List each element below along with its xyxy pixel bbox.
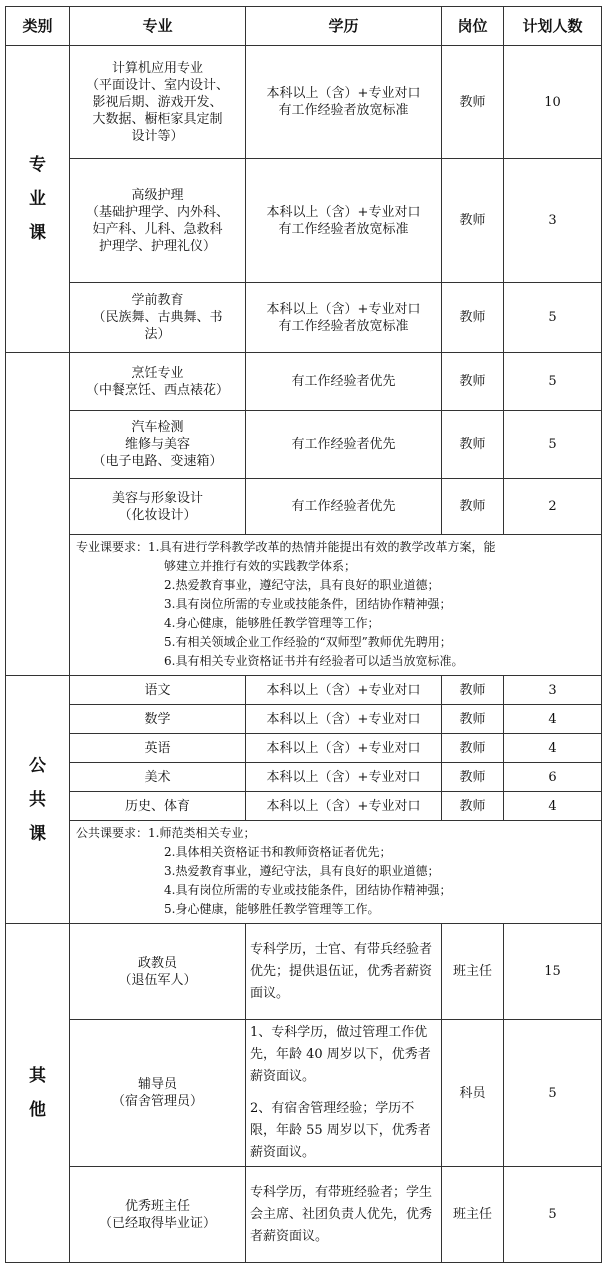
header-education: 学历 — [246, 7, 442, 46]
table-row — [6, 46, 602, 159]
count-cell: 5 — [504, 1167, 602, 1263]
table-row — [6, 734, 602, 763]
count-cell: 4 — [504, 705, 602, 734]
count-cell: 5 — [504, 1020, 602, 1167]
education-cell: 本科以上（含）+专业对口 — [246, 705, 442, 734]
post-cell: 教师 — [442, 46, 504, 159]
post-cell: 教师 — [442, 676, 504, 705]
major-cell: 烹饪专业 （中餐烹饪、西点裱花） — [70, 353, 246, 411]
professional-requirements: 专业课要求：1.具有进行学科教学改革的热情并能提出有效的教学改革方案，能 够建立并推行有效的实践教学体系； 2.热爱教育事业，遵纪守法，具有良好的职业道德； 3.具有岗位所需的专业或技能条件，团结协作精神强； 4.身心健康，能够胜任教学管理等工作； 5.有相关领域企业工作经验的“双师型”教师优先聘用； 6.具有相关专业资格证书并有经验者可以适当放宽标准。 — [70, 535, 602, 676]
table-row — [6, 792, 602, 821]
education-cell: 1、专科学历，做过管理工作优先，年龄 40 周岁以下，优秀者薪资面议。 2、有宿舍管理经验；学历不限，年龄 55 周岁以下，优秀者薪资面议。 — [246, 1020, 442, 1167]
major-cell: 美容与形象设计 （化妆设计） — [70, 479, 246, 535]
count-cell: 4 — [504, 792, 602, 821]
table-row — [6, 924, 602, 1020]
count-cell: 4 — [504, 734, 602, 763]
table-row — [6, 705, 602, 734]
table-row — [6, 1020, 602, 1167]
education-cell: 本科以上（含）+专业对口 — [246, 792, 442, 821]
count-cell: 3 — [504, 676, 602, 705]
header-count: 计划人数 — [504, 7, 602, 46]
post-cell: 教师 — [442, 734, 504, 763]
post-cell: 教师 — [442, 159, 504, 283]
post-cell: 教师 — [442, 763, 504, 792]
post-cell: 教师 — [442, 283, 504, 353]
count-cell: 3 — [504, 159, 602, 283]
table-row — [6, 411, 602, 479]
education-cell: 有工作经验者优先 — [246, 353, 442, 411]
post-cell: 教师 — [442, 411, 504, 479]
header-category: 类别 — [6, 7, 70, 46]
major-cell: 高级护理 （基础护理学、内外科、 妇产科、儿科、急救科 护理学、护理礼仪） — [70, 159, 246, 283]
category-professional: 专 业 课 — [6, 46, 70, 353]
education-cell: 专科学历，士官、有带兵经验者优先；提供退伍证，优秀者薪资面议。 — [246, 924, 442, 1020]
count-cell: 5 — [504, 411, 602, 479]
education-cell: 有工作经验者优先 — [246, 411, 442, 479]
major-cell: 优秀班主任 （已经取得毕业证） — [70, 1167, 246, 1263]
recruitment-table — [5, 6, 602, 1263]
table-row — [6, 1167, 602, 1263]
major-cell: 数学 — [70, 705, 246, 734]
post-cell: 教师 — [442, 705, 504, 734]
major-cell: 美术 — [70, 763, 246, 792]
count-cell: 6 — [504, 763, 602, 792]
category-professional-continued — [6, 353, 70, 676]
major-cell: 语文 — [70, 676, 246, 705]
table-row — [6, 283, 602, 353]
requirements-row — [6, 821, 602, 924]
table-row — [6, 479, 602, 535]
post-cell: 班主任 — [442, 924, 504, 1020]
count-cell: 5 — [504, 353, 602, 411]
table-row — [6, 676, 602, 705]
major-cell: 辅导员 （宿舍管理员） — [70, 1020, 246, 1167]
count-cell: 15 — [504, 924, 602, 1020]
education-cell: 本科以上（含）+专业对口 — [246, 676, 442, 705]
category-public: 公 共 课 — [6, 676, 70, 924]
major-cell: 政教员 （退伍军人） — [70, 924, 246, 1020]
post-cell: 教师 — [442, 353, 504, 411]
count-cell: 2 — [504, 479, 602, 535]
post-cell: 教师 — [442, 479, 504, 535]
requirements-row — [6, 535, 602, 676]
major-cell: 汽车检测 维修与美容 （电子电路、变速箱） — [70, 411, 246, 479]
public-requirements: 公共课要求：1.师范类相关专业； 2.具体相关资格证书和教师资格证者优先； 3.热爱教育事业，遵纪守法，具有良好的职业道德； 4.具有岗位所需的专业或技能条件，团结协作精神强； 5.身心健康，能够胜任教学管理等工作。 — [70, 821, 602, 924]
table-row — [6, 159, 602, 283]
post-cell: 教师 — [442, 792, 504, 821]
education-cell: 专科学历，有带班经验者；学生会主席、社团负责人优先，优秀者薪资面议。 — [246, 1167, 442, 1263]
count-cell: 10 — [504, 46, 602, 159]
education-cell: 本科以上（含）+专业对口 有工作经验者放宽标准 — [246, 159, 442, 283]
category-other: 其 他 — [6, 924, 70, 1263]
education-cell: 本科以上（含）+专业对口 有工作经验者放宽标准 — [246, 283, 442, 353]
table-row — [6, 353, 602, 411]
header-row — [6, 7, 602, 46]
header-post: 岗位 — [442, 7, 504, 46]
post-cell: 班主任 — [442, 1167, 504, 1263]
education-cell: 本科以上（含）+专业对口 — [246, 734, 442, 763]
major-cell: 学前教育 （民族舞、古典舞、书 法） — [70, 283, 246, 353]
education-cell: 有工作经验者优先 — [246, 479, 442, 535]
count-cell: 5 — [504, 283, 602, 353]
major-cell: 英语 — [70, 734, 246, 763]
major-cell: 计算机应用专业 （平面设计、室内设计、 影视后期、游戏开发、 大数据、橱柜家具定制 设计等） — [70, 46, 246, 159]
major-cell: 历史、体育 — [70, 792, 246, 821]
education-cell: 本科以上（含）+专业对口 — [246, 763, 442, 792]
post-cell: 科员 — [442, 1020, 504, 1167]
education-cell: 本科以上（含）+专业对口 有工作经验者放宽标准 — [246, 46, 442, 159]
table-row — [6, 763, 602, 792]
header-major: 专业 — [70, 7, 246, 46]
